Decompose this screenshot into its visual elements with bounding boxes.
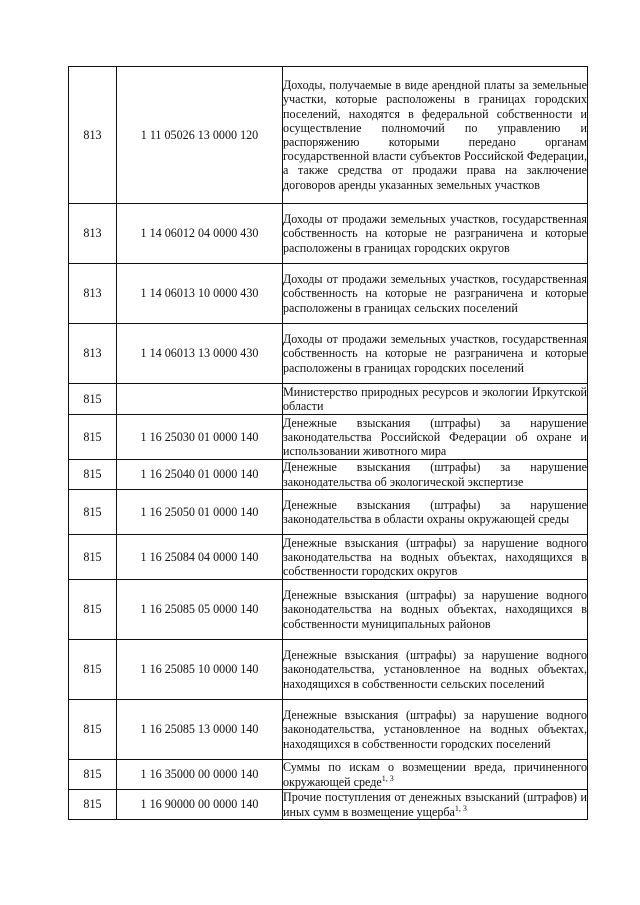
revenue-classification-table (68, 66, 588, 820)
table-row (69, 535, 588, 580)
table-row (69, 415, 588, 460)
table-row (69, 490, 588, 535)
ministry-heading: Министерство природных ресурсов и экологии Иркутской области (283, 384, 587, 413)
table-row (69, 264, 588, 324)
budget-code-cell: 1 16 25084 04 0000 140 (117, 535, 283, 580)
description-cell (283, 324, 588, 384)
budget-code-cell: 1 14 06012 04 0000 430 (117, 204, 283, 264)
admin-code-cell: 813 (69, 264, 117, 324)
table-row (69, 324, 588, 384)
description-text: Доходы от продажи земельных участков, государственная собственность на которые не разграничена и которые расположены в границах городских округов (283, 212, 587, 255)
description-main: Суммы по искам о возмещении вреда, причиненного окружающей среде (283, 760, 587, 789)
description-text: Денежные взыскания (штрафы) за нарушение водного законодательства на водных объектах, находящихся в собственности муниципальных районов (283, 588, 587, 631)
description-cell (283, 67, 588, 204)
description-cell (283, 760, 588, 790)
table-row (69, 384, 588, 415)
table-row (69, 760, 588, 790)
description-cell (283, 790, 588, 820)
admin-code-cell: 815 (69, 640, 117, 700)
description-cell (283, 415, 588, 460)
admin-code-cell: 815 (69, 700, 117, 760)
description-text: Денежные взыскания (штрафы) за нарушение водного законодательства, установленное на водных объектах, находящихся в собственности сельских поселений (283, 648, 587, 691)
description-cell (283, 580, 588, 640)
description-cell (283, 264, 588, 324)
admin-code-cell: 813 (69, 204, 117, 264)
description-text (283, 790, 587, 818)
admin-code-cell: 813 (69, 67, 117, 204)
table-row (69, 790, 588, 820)
description-cell (283, 460, 588, 490)
budget-code-cell: 1 16 25030 01 0000 140 (117, 415, 283, 460)
admin-code-cell: 815 (69, 760, 117, 790)
budget-code-cell: 1 16 35000 00 0000 140 (117, 760, 283, 790)
footnote-marker: 1, 3 (381, 773, 394, 783)
budget-code-cell: 1 14 06013 13 0000 430 (117, 324, 283, 384)
table-row (69, 204, 588, 264)
description-text: Денежные взыскания (штрафы) за нарушение водного законодательства на водных объектах, находящихся в собственности городских округов (283, 535, 587, 579)
budget-code-cell: 1 16 25085 13 0000 140 (117, 700, 283, 760)
budget-code-cell: 1 16 25050 01 0000 140 (117, 490, 283, 535)
description-cell (283, 535, 588, 580)
description-text: Денежные взыскания (штрафы) за нарушение законодательства Российской Федерации об охране и использовании животного мира (283, 415, 587, 459)
admin-code-cell: 815 (69, 490, 117, 535)
description-cell (283, 384, 588, 415)
admin-code-cell: 815 (69, 790, 117, 820)
description-text: Доходы, получаемые в виде арендной платы за земельные участки, которые расположены в границах городских поселений, находятся в федеральной собственности и осуществление полномочий по управлению и распоряжению которыми передано органам государственной власти субъектов Российской Федерации, а также средства от продажи права на заключение договоров аренды указанных земельных участков (283, 78, 587, 192)
description-text (283, 760, 587, 788)
admin-code-cell: 815 (69, 535, 117, 580)
budget-code-cell: 1 11 05026 13 0000 120 (117, 67, 283, 204)
footnote-marker: 1, 3 (454, 803, 467, 813)
table-row (69, 460, 588, 490)
description-text: Денежные взыскания (штрафы) за нарушение законодательства об экологической экспертизе (283, 460, 587, 489)
budget-code-cell: 1 16 90000 00 0000 140 (117, 790, 283, 820)
budget-code-cell: 1 16 25085 05 0000 140 (117, 580, 283, 640)
admin-code-cell: 815 (69, 460, 117, 490)
table-row (69, 700, 588, 760)
description-text: Доходы от продажи земельных участков, государственная собственность на которые не разграничена и которые расположены в границах сельских поселений (283, 272, 587, 315)
table-row (69, 580, 588, 640)
description-cell (283, 204, 588, 264)
budget-code-cell: 1 16 25040 01 0000 140 (117, 460, 283, 490)
admin-code-cell: 815 (69, 384, 117, 415)
description-text: Доходы от продажи земельных участков, государственная собственность на которые не разграничена и которые расположены в границах городских поселений (283, 332, 587, 375)
admin-code-cell: 815 (69, 415, 117, 460)
description-main: Прочие поступления от денежных взысканий (штрафов) и иных сумм в возмещение ущерба (283, 790, 587, 819)
admin-code-cell: 815 (69, 580, 117, 640)
description-text: Денежные взыскания (штрафы) за нарушение водного законодательства, установленное на водных объектах, находящихся в собственности городских поселений (283, 708, 587, 751)
description-text: Денежные взыскания (штрафы) за нарушение законодательства в области охраны окружающей среды (283, 497, 587, 526)
budget-code-cell (117, 384, 283, 415)
description-cell (283, 490, 588, 535)
table-row (69, 67, 588, 204)
budget-code-cell: 1 16 25085 10 0000 140 (117, 640, 283, 700)
description-cell (283, 700, 588, 760)
budget-code-cell: 1 14 06013 10 0000 430 (117, 264, 283, 324)
table-row (69, 640, 588, 700)
admin-code-cell: 813 (69, 324, 117, 384)
description-cell (283, 640, 588, 700)
